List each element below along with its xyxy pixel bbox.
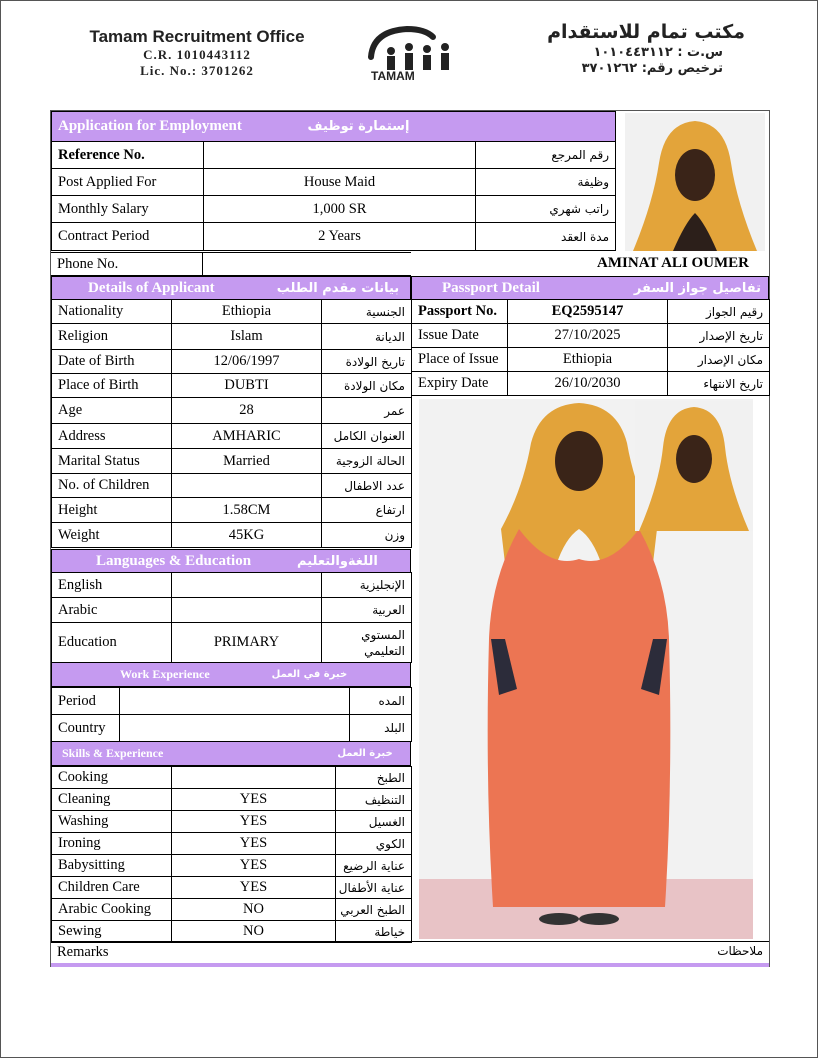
details-value: Married <box>172 449 322 474</box>
details-label-ar: عدد الاطفال <box>322 474 412 498</box>
cr-number-ar: س.ت : ١٠١٠٤٤٣١١٢ <box>593 45 723 60</box>
details-row <box>52 300 412 324</box>
details-row <box>52 374 412 398</box>
details-row <box>52 324 412 350</box>
applicant-name: AMINAT ALI OUMER <box>597 255 749 271</box>
languages-title: Languages & Education <box>96 552 252 569</box>
skill-label-ar: الطبخ <box>336 767 412 789</box>
passport-label: Expiry Date <box>412 372 508 396</box>
passport-label-ar: تاريخ الإصدار <box>668 324 770 348</box>
languages-header <box>51 549 411 573</box>
salary-value: 1,000 SR <box>204 196 476 223</box>
passport-title-ar: تفاصيل جواز السفر <box>633 280 762 296</box>
license-number-ar: ترخيص رقم: ٣٧٠١٢٦٢ <box>581 61 723 76</box>
details-label-ar: الديانة <box>322 324 412 350</box>
details-row <box>52 523 412 548</box>
skill-label-ar: الغسيل <box>336 811 412 833</box>
skills-table <box>51 766 412 943</box>
passport-value: Ethiopia <box>508 348 668 372</box>
skill-label: Children Care <box>52 877 172 899</box>
skill-label: Washing <box>52 811 172 833</box>
passport-label-ar: تاريخ الانتهاء <box>668 372 770 396</box>
applicant-portrait-small <box>635 401 753 531</box>
bottom-rule <box>51 963 769 967</box>
details-table <box>51 299 412 548</box>
details-label-ar: وزن <box>322 523 412 548</box>
passport-label-ar: مكان الإصدار <box>668 348 770 372</box>
phone-label: Phone No. <box>51 253 203 275</box>
passport-table <box>411 299 770 396</box>
details-label: Date of Birth <box>52 350 172 374</box>
details-title-ar: بيانات مقدم الطلب <box>276 280 400 296</box>
details-row <box>52 498 412 523</box>
skill-label-ar: الطبخ العربي <box>336 899 412 921</box>
skill-row <box>52 811 412 833</box>
remarks-label: Remarks <box>57 944 109 960</box>
application-title: Application for Employment <box>58 118 242 134</box>
application-title-ar: إستمارة توظيف <box>307 119 410 134</box>
application-title-row <box>52 112 616 142</box>
skill-row <box>52 789 412 811</box>
details-row <box>52 424 412 449</box>
english-label: English <box>52 573 172 598</box>
details-label: Age <box>52 398 172 424</box>
work-header <box>51 662 411 687</box>
details-label-ar: العنوان الكامل <box>322 424 412 449</box>
details-row <box>52 474 412 498</box>
skill-row <box>52 921 412 943</box>
skill-value: NO <box>172 899 336 921</box>
arabic-label-ar: العربية <box>322 598 412 623</box>
details-label: Nationality <box>52 300 172 324</box>
post-label-ar: وظيفة <box>476 169 616 196</box>
skill-label-ar: عناية الرضيع <box>336 855 412 877</box>
skill-label: Ironing <box>52 833 172 855</box>
details-label: Marital Status <box>52 449 172 474</box>
office-name-en: Tamam Recruitment Office <box>89 27 305 46</box>
arabic-value <box>172 598 322 623</box>
details-value <box>172 474 322 498</box>
reference-label-ar: رقم المرجع <box>476 142 616 169</box>
period-label-ar: المده <box>350 688 412 715</box>
details-label-ar: الحالة الزوجية <box>322 449 412 474</box>
reference-value <box>204 142 476 169</box>
cr-number: C.R. 1010443112 <box>143 47 251 62</box>
passport-value: 27/10/2025 <box>508 324 668 348</box>
skill-label: Sewing <box>52 921 172 943</box>
skill-row <box>52 899 412 921</box>
passport-row <box>412 300 770 324</box>
passport-label: Issue Date <box>412 324 508 348</box>
english-value <box>172 573 322 598</box>
passport-label: Place of Issue <box>412 348 508 372</box>
passport-header <box>411 276 769 300</box>
skill-value: YES <box>172 877 336 899</box>
skills-title-ar: خبرة العمل <box>337 748 393 759</box>
skills-header <box>51 741 411 766</box>
details-label: Height <box>52 498 172 523</box>
period-label: Period <box>52 688 120 715</box>
details-label: Religion <box>52 324 172 350</box>
tamam-logo <box>363 23 483 81</box>
post-label: Post Applied For <box>52 169 204 196</box>
skill-label: Cooking <box>52 767 172 789</box>
details-label-ar: تاريخ الولادة <box>322 350 412 374</box>
passport-title: Passport Detail <box>442 279 540 296</box>
skill-value: YES <box>172 833 336 855</box>
passport-value: EQ2595147 <box>508 300 668 324</box>
skill-label-ar: عناية الأطفال <box>336 877 412 899</box>
details-label: No. of Children <box>52 474 172 498</box>
post-value: House Maid <box>204 169 476 196</box>
work-title-ar: خبرة في العمل <box>271 669 348 680</box>
skill-row <box>52 833 412 855</box>
passport-label-ar: رقيم الجواز <box>668 300 770 324</box>
details-value: 28 <box>172 398 322 424</box>
skill-label: Arabic Cooking <box>52 899 172 921</box>
skill-label-ar: التنظيف <box>336 789 412 811</box>
education-label: Education <box>52 623 172 663</box>
office-name-ar: مكتب تمام للاستقدام <box>547 21 745 43</box>
english-label-ar: الإنجليزية <box>322 573 412 598</box>
country-value <box>120 715 350 742</box>
remarks-row <box>51 941 769 963</box>
details-header <box>51 276 411 300</box>
languages-table <box>51 572 412 663</box>
details-label: Place of Birth <box>52 374 172 398</box>
skill-row <box>52 877 412 899</box>
period-value <box>120 688 350 715</box>
details-label-ar: عمر <box>322 398 412 424</box>
skill-row <box>52 855 412 877</box>
reference-label: Reference No. <box>52 142 204 169</box>
remarks-label-ar: ملاحظات <box>717 944 763 958</box>
contract-value: 2 Years <box>204 223 476 251</box>
employment-table <box>51 111 616 251</box>
license-number: Lic. No.: 3701262 <box>140 63 254 78</box>
skill-label-ar: الكوي <box>336 833 412 855</box>
skills-title: Skills & Experience <box>62 746 164 760</box>
phone-row <box>51 252 411 276</box>
passport-value: 26/10/2030 <box>508 372 668 396</box>
salary-label: Monthly Salary <box>52 196 204 223</box>
phone-value <box>203 253 411 275</box>
languages-title-ar: اللغةوالتعليم <box>297 553 378 569</box>
passport-row <box>412 348 770 372</box>
details-value: DUBTI <box>172 374 322 398</box>
contract-label: Contract Period <box>52 223 204 251</box>
passport-row <box>412 372 770 396</box>
details-label-ar: ارتفاع <box>322 498 412 523</box>
passport-row <box>412 324 770 348</box>
education-value: PRIMARY <box>172 623 322 663</box>
skill-value: NO <box>172 921 336 943</box>
details-value: Ethiopia <box>172 300 322 324</box>
skill-value: YES <box>172 811 336 833</box>
details-value: Islam <box>172 324 322 350</box>
details-value: AMHARIC <box>172 424 322 449</box>
details-row <box>52 398 412 424</box>
country-label-ar: البلد <box>350 715 412 742</box>
skill-value: YES <box>172 855 336 877</box>
arabic-label: Arabic <box>52 598 172 623</box>
details-row <box>52 449 412 474</box>
skill-label-ar: خياطة <box>336 921 412 943</box>
details-row <box>52 350 412 374</box>
skill-label: Babysitting <box>52 855 172 877</box>
details-label: Address <box>52 424 172 449</box>
details-title: Details of Applicant <box>88 279 215 296</box>
skill-value: YES <box>172 789 336 811</box>
details-label-ar: الجنسية <box>322 300 412 324</box>
work-title: Work Experience <box>120 667 210 681</box>
details-label: Weight <box>52 523 172 548</box>
details-value: 45KG <box>172 523 322 548</box>
education-label-ar: المستوي التعليمي <box>322 623 412 663</box>
skill-label: Cleaning <box>52 789 172 811</box>
details-value: 12/06/1997 <box>172 350 322 374</box>
salary-label-ar: راتب شهري <box>476 196 616 223</box>
details-value: 1.58CM <box>172 498 322 523</box>
country-label: Country <box>52 715 120 742</box>
skill-value <box>172 767 336 789</box>
applicant-portrait-top <box>625 113 765 251</box>
contract-label-ar: مدة العقد <box>476 223 616 251</box>
work-table <box>51 687 412 742</box>
details-label-ar: مكان الولادة <box>322 374 412 398</box>
skill-row <box>52 767 412 789</box>
passport-label: Passport No. <box>412 300 508 324</box>
logo-lettering: TAMAM <box>371 69 415 81</box>
